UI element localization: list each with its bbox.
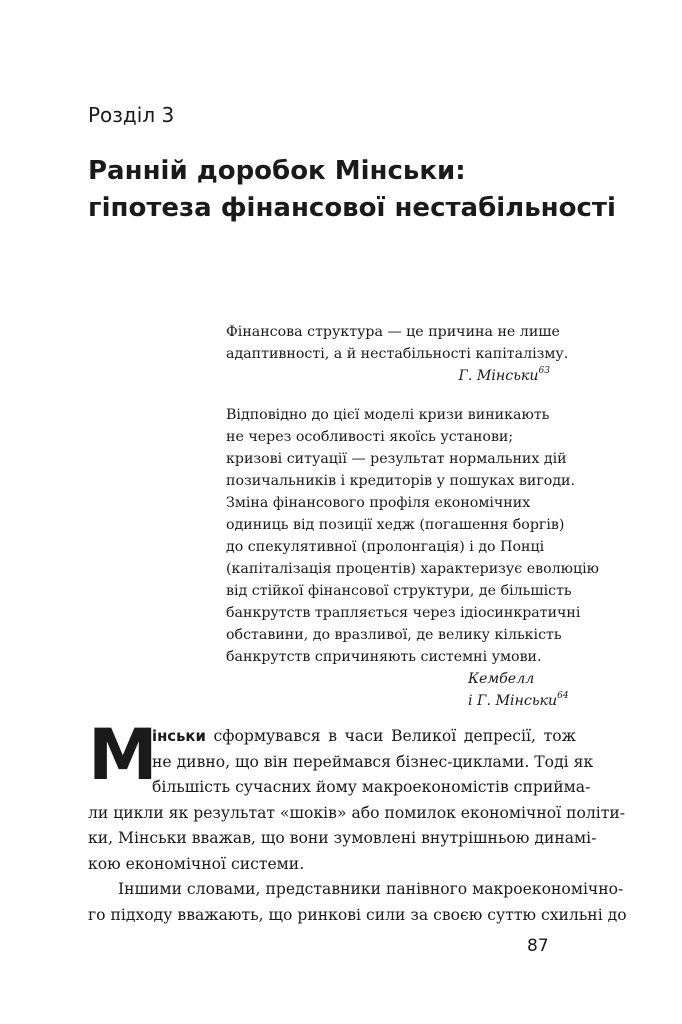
epigraph-attribution xyxy=(226,690,569,712)
chapter-label: Розділ 3 xyxy=(88,103,175,127)
epigraph-line: обставини, до вразливої, де велику кількість xyxy=(226,627,562,643)
body-line: кою економічної системи. xyxy=(88,854,305,873)
epigraph-line: банкрутств спричиняють системні умови. xyxy=(226,649,542,665)
lead-word: інськи xyxy=(152,728,206,745)
epigraph-line: від стійкої фінансової структури, де більшість xyxy=(226,583,572,599)
epigraph-line: кризові ситуації — результат нормальних дій xyxy=(226,451,567,467)
drop-cap: М xyxy=(88,714,158,796)
epigraph-line: одиниць від позиції хедж (погашення боргів) xyxy=(226,517,565,533)
epigraph-author: Кембелл xyxy=(468,671,535,687)
body-line: ли цикли як результат «шоків» або помилок економічної політи- xyxy=(88,803,626,822)
chapter-title-line: Ранній доробок Мінськи: xyxy=(88,156,466,186)
body-line xyxy=(88,724,576,750)
page-number: 87 xyxy=(527,936,549,956)
epigraph-line: адаптивності, а й нестабільності капіталізму. xyxy=(226,346,569,362)
epigraph-line: не через особливості якоїсь установи; xyxy=(226,429,514,445)
body-line: більшість сучасних йому макроекономістів сприйма- xyxy=(152,778,591,796)
epigraph-author: Г. Мінськи xyxy=(458,368,539,384)
body-line: го підходу вважають, що ринкові сили за своєю суттю схильні до xyxy=(88,905,627,924)
chapter-title-line: гіпотеза фінансової нестабільності xyxy=(88,193,616,223)
body-line-rest: сформувався в часи Великої депресії, тож xyxy=(205,727,576,745)
epigraph-author: і Г. Мінськи xyxy=(468,693,558,709)
epigraph-minsky xyxy=(226,321,569,387)
body-text xyxy=(88,714,627,928)
body-line: ки, Мінськи вважав, що вони зумовлені внутрішньою динамі- xyxy=(88,829,597,847)
body-line: Іншими словами, представники панівного макроекономічно- xyxy=(118,880,624,898)
epigraph-line: позичальників і кредиторів у пошуках вигоди. xyxy=(226,473,576,489)
epigraph-line: банкрутств трапляється через ідіосинкратичні xyxy=(226,605,581,621)
epigraph-line: (капіталізація процентів) характеризує еволюцію xyxy=(226,561,599,577)
epigraph-line: Зміна фінансового профіля економічних xyxy=(226,495,531,511)
footnote-marker: 63 xyxy=(538,366,550,376)
epigraph-campbell-minsky xyxy=(226,404,599,712)
body-line: не дивно, що він переймався бізнес-циклами. Тоді як xyxy=(152,752,594,771)
epigraph-attribution xyxy=(226,365,550,387)
chapter-title xyxy=(88,153,648,227)
epigraph-line: до спекулятивної (пролонгація) і до Понці xyxy=(226,539,545,555)
epigraph-line: Відповідно до цієї моделі кризи виникають xyxy=(226,407,550,423)
footnote-marker: 64 xyxy=(557,691,569,701)
epigraph-line: Фінансова структура — це причина не лише xyxy=(226,324,560,340)
